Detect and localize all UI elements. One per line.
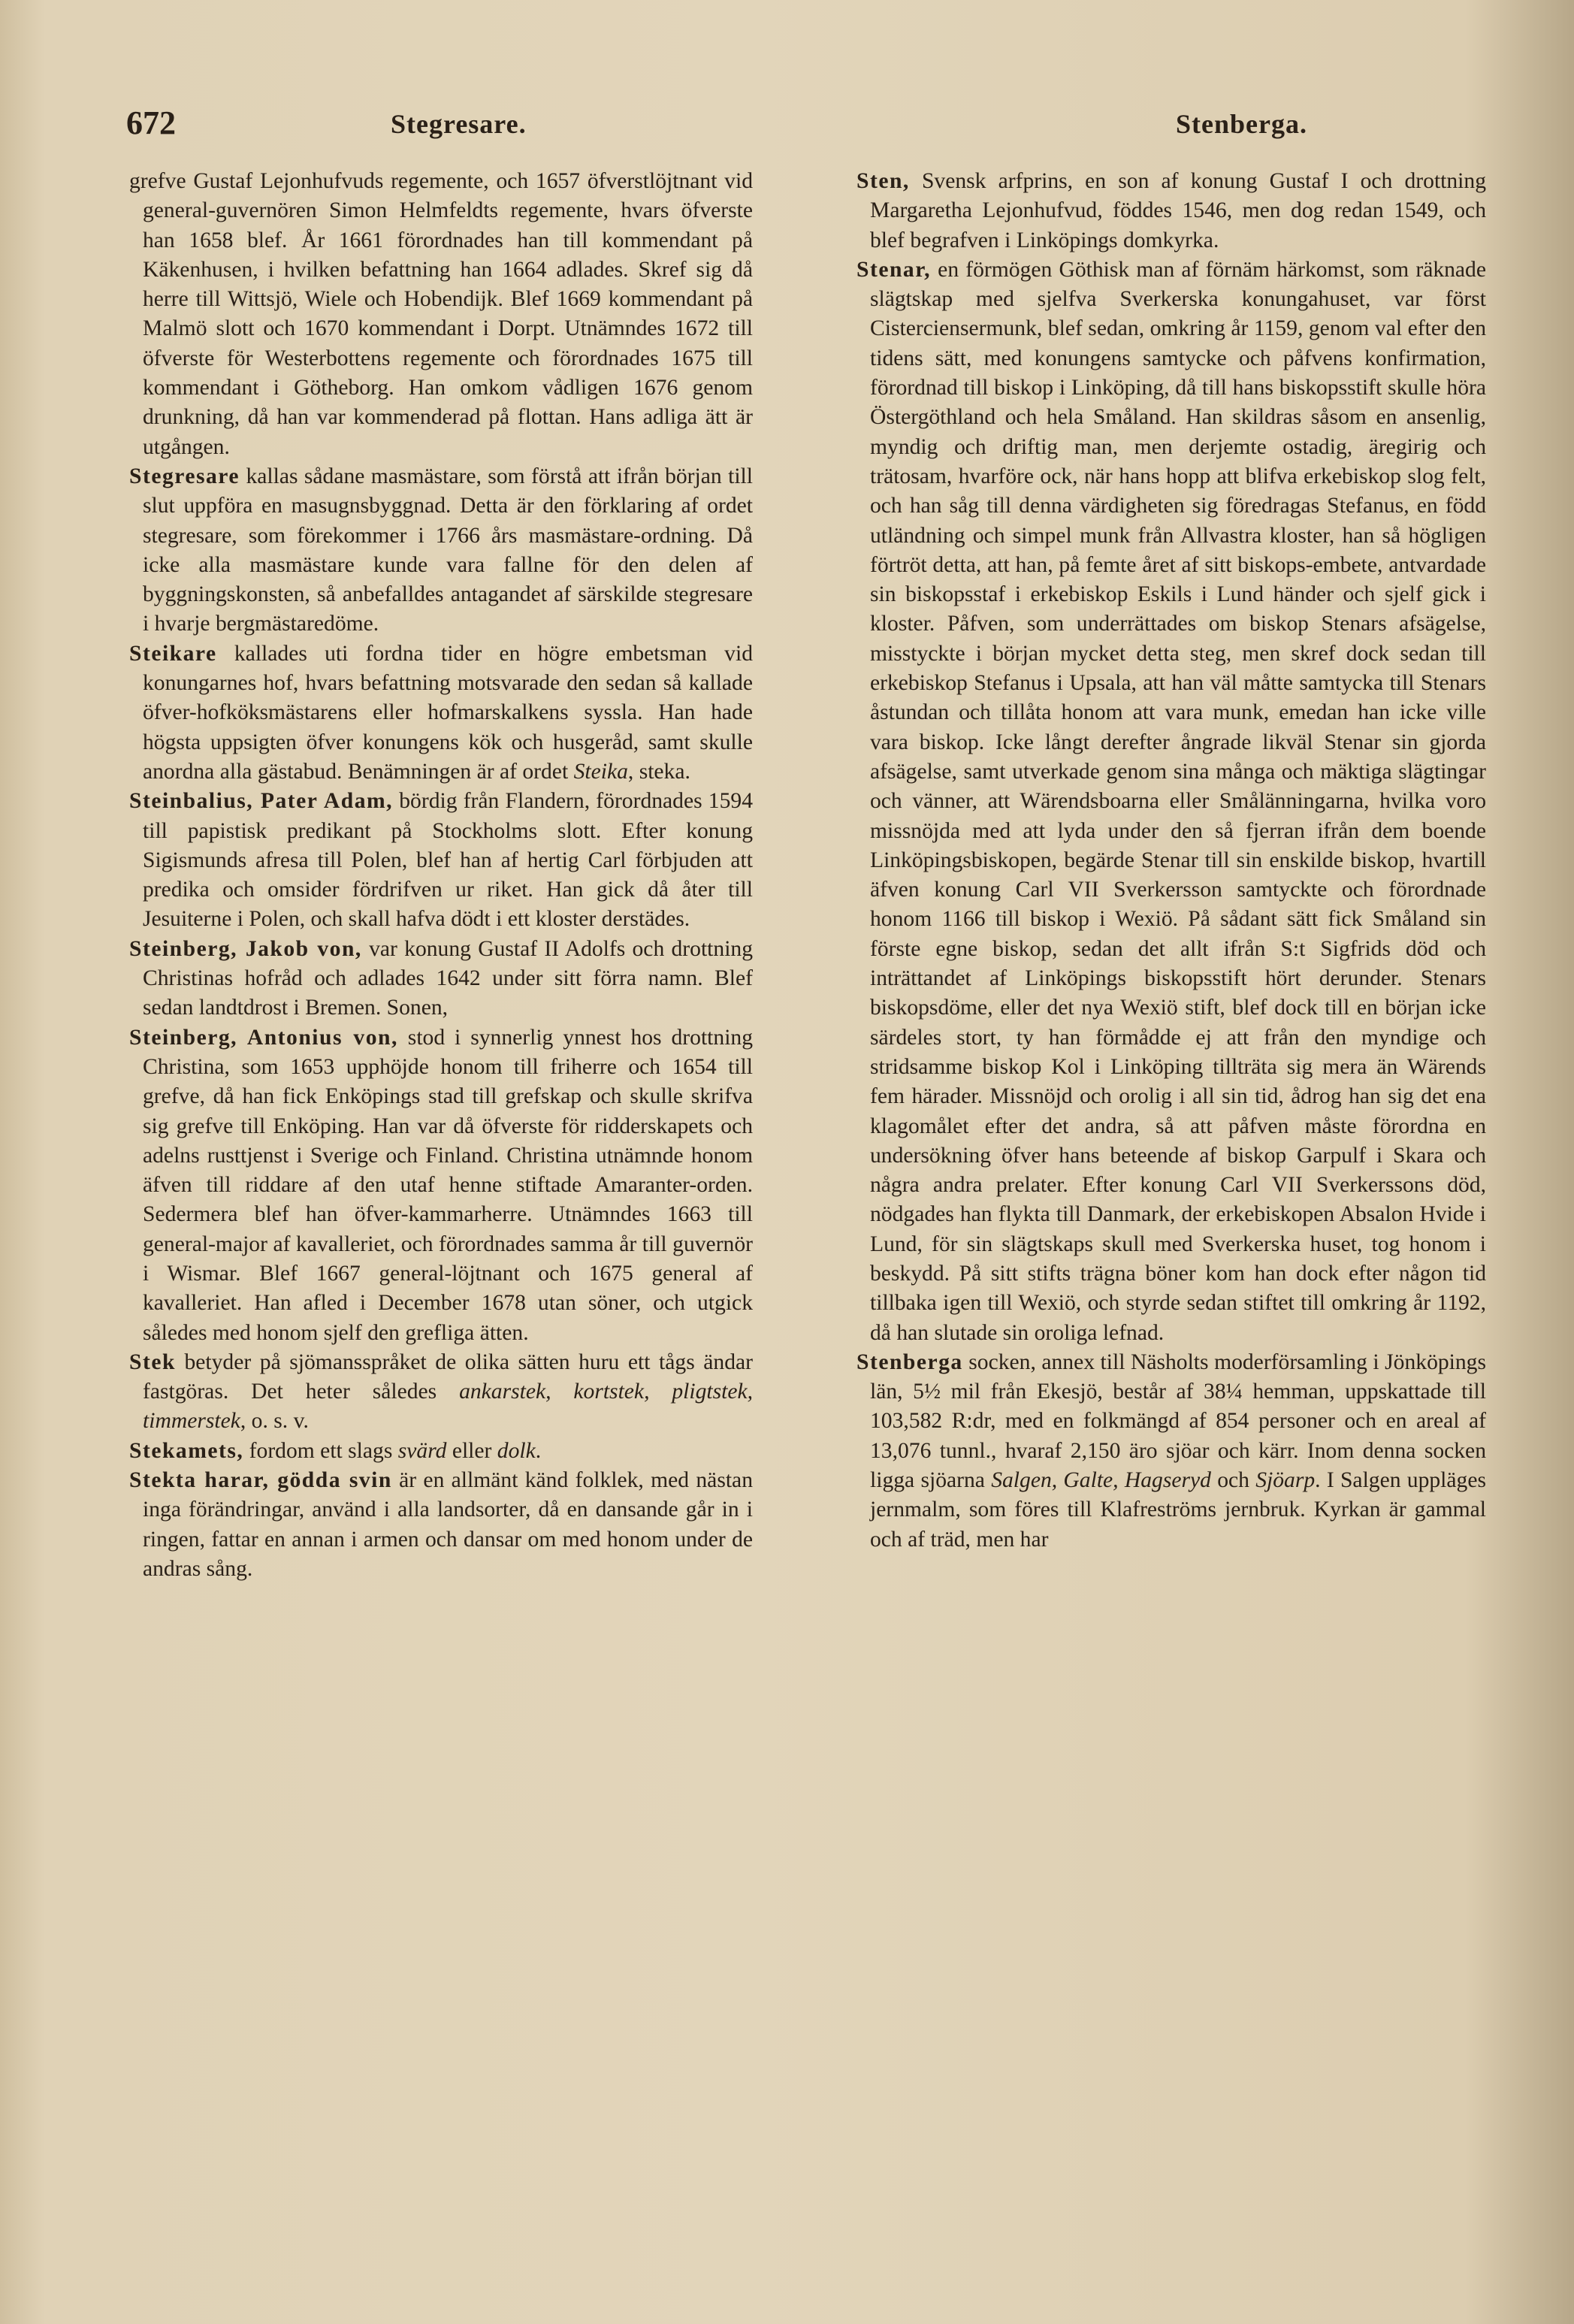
entry-text: Svensk arfprins, en son af konung Gustaf I och drottning Margaretha Lejonhufvud, föddes 1546, men dog redan 1549, och blef begrafven i Linköpings domkyrka. [870,169,1486,252]
entry-stek [129,1348,753,1437]
entry-stenar [856,255,1486,1348]
entry-headword: Stekta harar, gödda svin [129,1468,392,1493]
entry-text: stod i synnerlig ynnest hos drottning Christina, som 1653 upphöjde honom till friherre och 1654 till grefve, då han fick Enköpings stad till grefskap och skulle skrifva sig grefve till Enköping. Han var då öfverste för ridderskapets och adelns rusttjenst i Sverige och Finland. Christina utnämnde honom äfven till riddare af den utaf henne stiftade Amaranter-orden. Sedermera blef han öfver-kammarherre. Utnämndes 1663 till general-major af kavalleriet, och förordnades samma år till guvernör i Wismar. Blef 1667 general-löjtnant och 1675 general af kavalleriet. Han afled i December 1678 utan söner, och utgick således med honom sjelf den grefliga ätten. [143,1025,754,1345]
entry-steinberg-jakob [129,935,753,1023]
entry-stekamets [129,1437,753,1466]
entry-continuation [129,167,753,462]
entry-headword: Stek [129,1349,176,1374]
entry-text: bördig från Flandern, förordnades 1594 till papistisk predikant på Stockholms slott. Efter konung Sigismunds afresa till Polen, blef han af hertig Carl förbjuden att predika och omsider fördrifven ur riket. Han gick då åter till Jesuiterne i Polen, och skall hafva dödt i ett kloster derstädes. [143,789,753,932]
entry-text: är en allmänt känd folklek, med nästan inga förändringar, använd i alla landsorter, då en dansande går in i ringen, fattar en annan i armen och dansar om med honom under de andras sång. [143,1468,753,1581]
entry-headword: Stenberga [856,1349,963,1374]
entry-sten [856,167,1486,255]
entry-headword: Sten, [856,169,910,193]
entry-headword: Stenar, [856,257,932,282]
entry-italic: Salgen, Galte, Hagseryd [991,1468,1211,1493]
entry-headword: Steinbalius, Pater Adam, [129,789,394,814]
entry-headword: Stekamets, [129,1438,244,1463]
entry-steinberg-antonius [129,1023,753,1348]
entry-stekta-harar [129,1466,753,1584]
right-column [856,167,1486,1555]
entry-text: , o. s. v. [240,1409,309,1434]
entry-text: grefve Gustaf Lejonhufvuds regemente, och 1657 öfverstlöjtnant vid general-guvernören Simon Helmfeldts regemente, hvars öfverste han 1658 blef. År 1661 förordnades han till kommendant på Käkenhusen, i hvilken befattning han 1664 adlades. Skref sig då herre till Wittsjö, Wiele och Hobendijk. Blef 1669 kommendant på Malmö slott och 1670 kommendant i Dorpt. Utnämndes 1672 till öfverste för Westerbottens regemente och förordnades 1675 till kommendant i Götheborg. Han omkom vådligen 1676 genom drunkning, då han var kommenderad på flottan. Hans adliga ätt är utgången. [129,169,753,459]
left-running-head: Stegresare. [391,109,527,139]
entry-italic: Steika [573,759,628,784]
entry-text: fordom ett slags [243,1438,398,1463]
entry-text: eller [446,1438,497,1463]
entry-headword: Steinberg, Antonius von, [129,1025,398,1050]
entry-headword: Steikare [129,641,217,666]
entry-text: och [1210,1468,1256,1493]
entry-text: en förmögen Göthisk man af förnäm härkomst, som räknade slägtskap med sjelfva Sverkerska konungahuset, var först Cisterciensermunk, blef sedan, omkring år 1159, genom val efter den tidens sätt, med konungens samtycke och påfvens konfirmation, förordnad till biskop i Linköping, då till hans biskopsstift skulle höra Östergöthland och hela Småland. Han skildras såsom en ansenlig, myndig och driftig man, men derjemte ostadig, äregirig och trätosam, hvarföre ock, när hans hopp att blifva erkebiskop slog felt, och han såg till denna värdigheten sig föredragas Stefanus, en född utländning och simpel munk från Allvastra kloster, han så högligen förtröt detta, att han, på femte året af sitt biskops-embete, antvardade sin biskopsstaf i erkebiskop Eskils i Lund händer och sjelf gick i kloster. Påfven, som underrättades om biskop Stenars afsägelse, misstyckte i början mycket detta steg, men skref dock sedan till erkebiskop Stefanus i Upsala, att han väl måtte samtycka till Stenars åstundan och tillåta honom att vara munk, emedan han icke ville vara biskop. Icke långt derefter ångrade likväl Stenar sin gjorda afsägelse, samt utverkade genom sina många och mäktiga slägtingar och vänner, att Wärendsboarna eller Smålänningarna, hvilka voro missnöjda med att lyda under den så fjerran ifrån dem boende Linköpingsbiskopen, begärde Stenar till sin enskilde biskop, hvartill äfven konung Carl VII Sverkersson samtyckte och förordnade honom 1166 till biskop i Wexiö. På sådant sätt fick Småland sin förste egne biskop, sedan det allt ifrån S:t Sigfrids död och inträttandet af Linköpings biskopsstift hört derunder. Stenars biskopsdöme, eller det nya Wexiö stift, blef dock till en början icke särdeles stort, ty han förmådde ej att från den myndige och stridsamme biskop Kol i Linköping tillträta sig mera än Wärends fem härader. Missnöjd och orolig i all sin tid, ådrog han sig det ena klagomålet efter det andra, så att påfven måste förordna en undersökning öfver hans beteende af biskop Garpulf i Skara och några andra prelater. Efter konung Carl VII Sverkerssons död, nödgades han flykta till Danmark, der erkebiskopen Absalon Hvide i Lund, för sin slägtskaps skull med Sverkerska huset, tog honom i beskydd. På sitt stifts trägna böner kom han dock efter någon tid tillbaka igen till Wexiö, och styrde sedan stiftet till omkring år 1192, då han slutade sin oroliga lefnad. [870,257,1486,1345]
entry-text: . I Salgen uppläges jernmalm, som föres till Klafreströms jernbruk. Kyrkan är gammal och af träd, men har [870,1468,1486,1552]
left-column [129,167,753,1584]
entry-text: kallas sådane masmästare, som förstå att ifrån början till slut uppföra en masugnsbyggnad. Detta är den förklaring af ordet stegresare, som förekommer i 1766 års masmästare-ordning. Då icke alla masmästare kunde vara fallne för den delen af byggningskonsten, så anbefalldes antagandet af särskilde stegresare i hvarje bergmästaredöme. [143,464,753,636]
entry-italic: ankarstek, kortstek, pligtstek, timmerstek [143,1380,754,1434]
entry-text: kallades uti fordna tider en högre embetsman vid konungarnes hof, hvars befattning motsvarade den sedan så kallade öfver-hofköksmästarens eller hofmarskalkens syssla. Han hade högsta uppsigten öfver konungens kök och husgeråd, samt skulle anordna alla gästabud. Benämningen är af ordet [143,641,753,784]
entry-italic: svärd [397,1438,447,1463]
entry-steikare [129,639,753,787]
page-header [0,104,1574,149]
page-number: 672 [126,104,176,141]
entry-italic: dolk [497,1438,536,1463]
entry-stenberga [856,1348,1486,1555]
entry-text: , steka. [627,759,690,784]
entry-text: socken, annex till Näsholts moderförsamling i Jönköpings län, 5½ mil från Ekesjö, består af 38¼ hemman, uppskattade till 103,582 R:dr, med en folkmängd af 854 personer och en areal af 13,076 tunnl., hvaraf 2,150 äro sjöar och kärr. Inom denna socken ligga sjöarna [870,1349,1486,1493]
entry-italic: Sjöarp [1255,1468,1316,1493]
entry-stegresare [129,462,753,639]
entry-text: betyder på sjömansspråket de olika sätten huru ett tågs ändar fastgöras. Det heter således [143,1349,753,1404]
right-running-head: Stenberga. [1176,109,1307,139]
entry-text: var konung Gustaf II Adolfs och drottning Christinas hofråd och adlades 1642 under sitt förra namn. Blef sedan landtdrost i Bremen. Sonen, [143,936,754,1020]
entry-headword: Steinberg, Jakob von, [129,936,362,961]
entry-text: . [535,1438,542,1463]
entry-steinbalius [129,787,753,934]
entry-headword: Stegresare [129,464,240,488]
